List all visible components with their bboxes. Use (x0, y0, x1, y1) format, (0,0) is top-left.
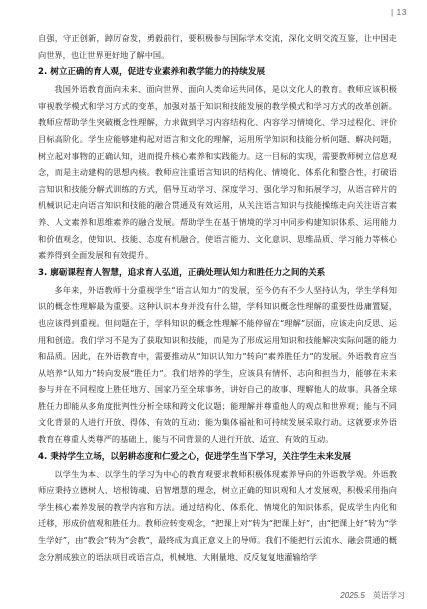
issue-number: 2025.5 (340, 591, 365, 600)
page-number: | 13 (390, 7, 407, 17)
page-footer (340, 590, 405, 601)
paragraph: 以学生为本、以学生的学习为中心的教育观要求教师积极体现素养导向的外语教学观。外语教师应秉持立德树人、培根铸魂、启智增慧的理念，树立正确的知识观和人才发展观，积极采用指向学生核心素养发展的教学内容和方法。通过结构化、体系化、情境化的知识体系，促成学生内化和迁移，形成价值观和胜任力。教师应转变观念，“把课上对”转为“把课上好”，由“把课上好”转为“学生学好”，由“教会”转为“会教”，最终成为真正意义上的导师。我们不能把行云流水、融会贯通的概念分割成独立的语法项目或语言点，机械地、大刚量地、反反复复地灌输给学 (38, 468, 397, 562)
paragraph: 多年来，外语教师十分重视学生“语言认知力”的发展，至今仍有不少人坚持认为，学生学科知识的概念性理解最为重要。这种认识本身并没有什么错，学科知识概念性理解的重要性毋庸置疑，也应该得到重视。但问题在于，学科知识的概念性理解不能停留在“理解”层面，应该走向反思、运用和创造。我们学习不是为了获取知识和技能，而是为了形成运用知识和技能解决实际问题的能力和品质。因此，在外语教育中，需要推动从“知识认知力”转向“素养胜任力”的发展。外语教育应当从培养“认知力”转向发展“胜任力”。我们培养的学生，应该具有情怀、志向和担当力，能够在未来参与并在不同程度上胜任地方、国家乃至全球事务，讲好自己的故事、理解他人的故事。具备全球胜任力即能从多角度批判性分析全球和跨文化议题；能理解并尊重他人的观点和世界观；能与不同文化背景的人进行开放、得体、有效的互动；能为集体福祉和可持续发展采取行动。这就要求外语教育在尊重人类尊严的基础上，能与不同背景的人进行开放、适宜、有效的互动。 (38, 284, 397, 445)
article-body (38, 30, 397, 565)
section-heading: 4. 秉持学生立场，以躬耕态度和仁爱之心，促进学生当下学习，关注学生未来发展 (38, 451, 352, 462)
section-heading: 3. 廓砺课程育人智慧，追求育人弘道，正确处理认知力和胜任力之间的关系 (38, 267, 326, 278)
paragraph: 自强，守正创新，踔厉奋发，勇毅前行，要积极参与国际学术交流，深化文明交流互鉴，让中国走向世界，也让世界更好地了解中国。 (38, 33, 397, 60)
journal-name: 英语学习 (373, 591, 405, 600)
paragraph: 我国外语教育面向未来、面向世界、面向人类命运共同体，是以文化人的教育。教师应该积极审视教学模式和学习方式的变革，加强对基于知识和技能发展的教学模式和学习方式的改革创新。教师应帮助学生突破概念性理解，力求做到学习内容结构化、内容学习情境化、学习过程化、评价目标高阶化。学生应能够建构起对语言和文化的理解，运用所学知识和技能分析问题、解决问题，树立起对事物的正确认知，进而提升核心素养和实践能力。这一目标的实现，需要教师树立信息观念，而是主动建构的思想内核。教师应注重语言知识的结构化、情境化、体系化和整合性，打破语言知识和技能分解式训练的方式，倡导互动学习、深度学习、强化学习和拓展学习，从语言碎片的机械识记走向语言知识和技能的融合贯通及有效运用，从关注语言知识与技能操练走向关注语言素养、人文素养和思维素养的融合发展。帮助学生在基于情境的学习中同步构建知识体系、运用能力和价值观念，使知识、技能、态度有机融合，使语言能力、文化意识、思维品质、学习能力等核心素养得到全面发展和有效提升。 (38, 84, 397, 261)
section-heading: 2. 树立正确的育人观，促进专业素养和教学能力的持续发展 (38, 67, 266, 78)
